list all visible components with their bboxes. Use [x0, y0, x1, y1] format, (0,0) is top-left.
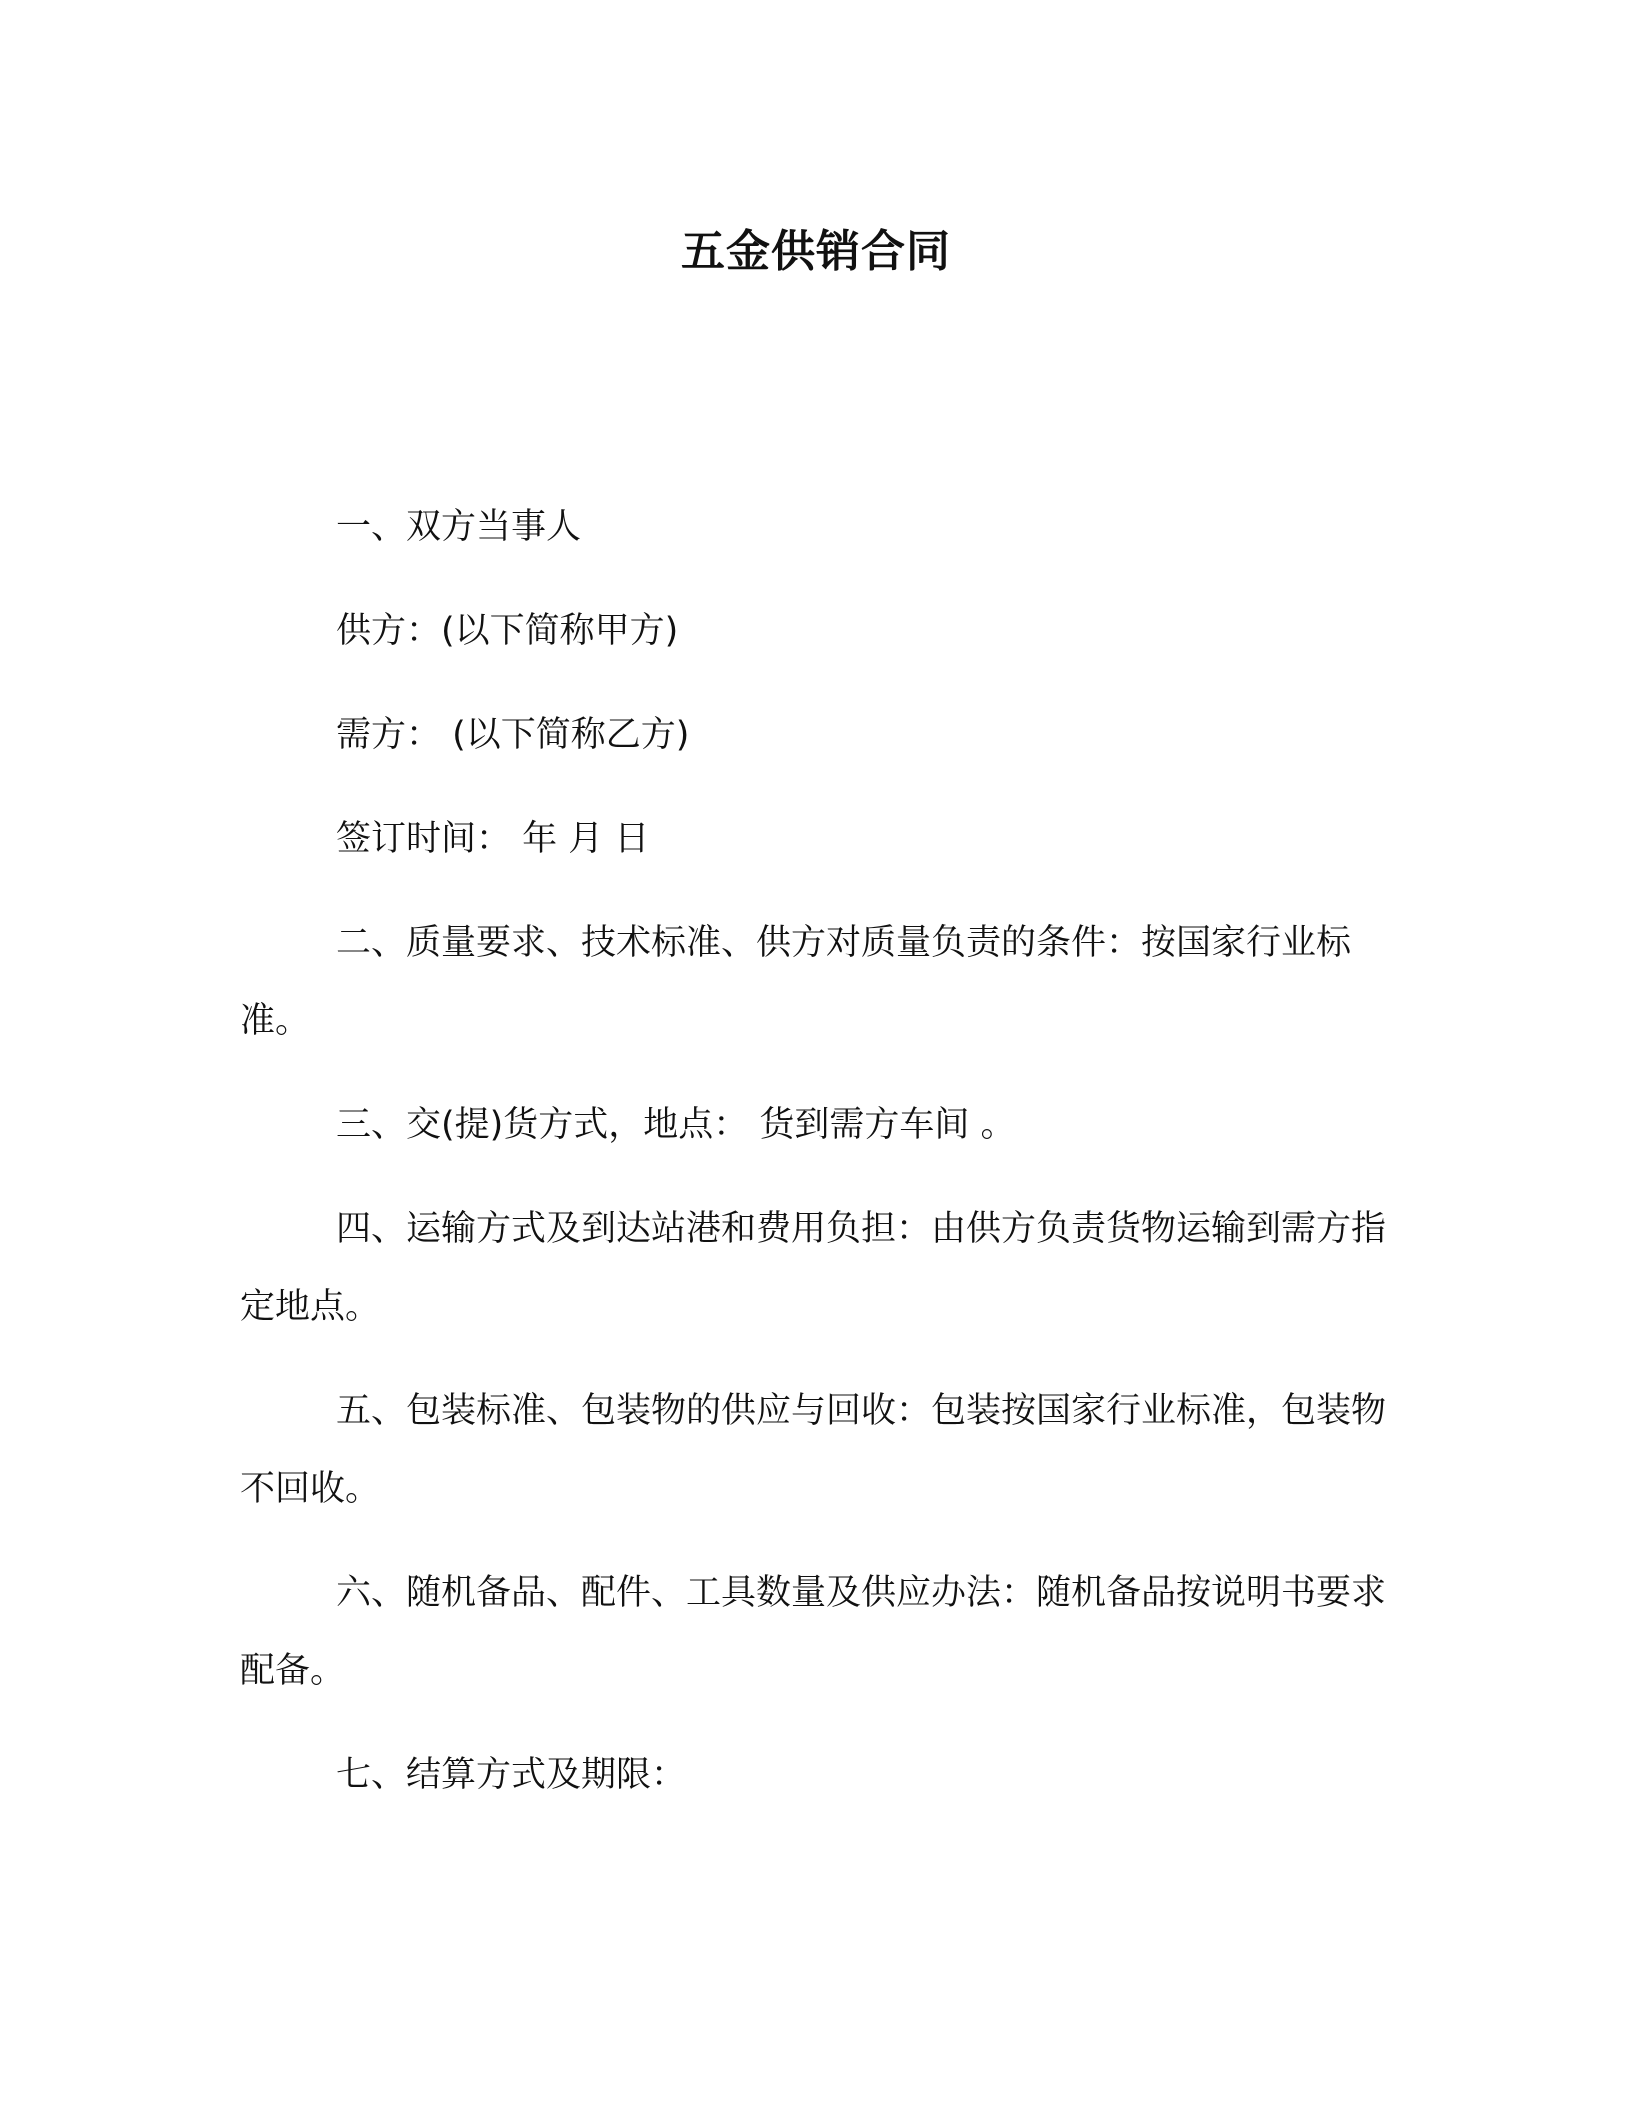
section-settlement: 七、结算方式及期限：: [336, 1755, 687, 1795]
buyer-line: 需方： (以下简称乙方): [336, 715, 690, 755]
section-transport: 四、运输方式及到达站港和费用负担：由供方负责货物运输到需方指定地点。: [240, 1209, 1387, 1327]
document-title: 五金供销合同: [681, 226, 951, 277]
section-parties-heading: 一、双方当事人: [336, 507, 582, 547]
document-body: [240, 488, 1390, 1814]
section-packaging: 五、包装标准、包装物的供应与回收：包装按国家行业标准，包装物不回收。: [240, 1391, 1387, 1509]
section-spare-parts: 六、随机备品、配件、工具数量及供应办法：随机备品按说明书要求配备。: [240, 1573, 1387, 1691]
section-delivery: 三、交(提)货方式，地点： 货到需方车间 。: [336, 1105, 1016, 1145]
section-quality: 二、质量要求、技术标准、供方对质量负责的条件：按国家行业标准。: [240, 923, 1352, 1041]
supplier-line: 供方：(以下简称甲方): [336, 611, 679, 651]
signing-date-line: 签订时间： 年 月 日: [336, 819, 650, 859]
